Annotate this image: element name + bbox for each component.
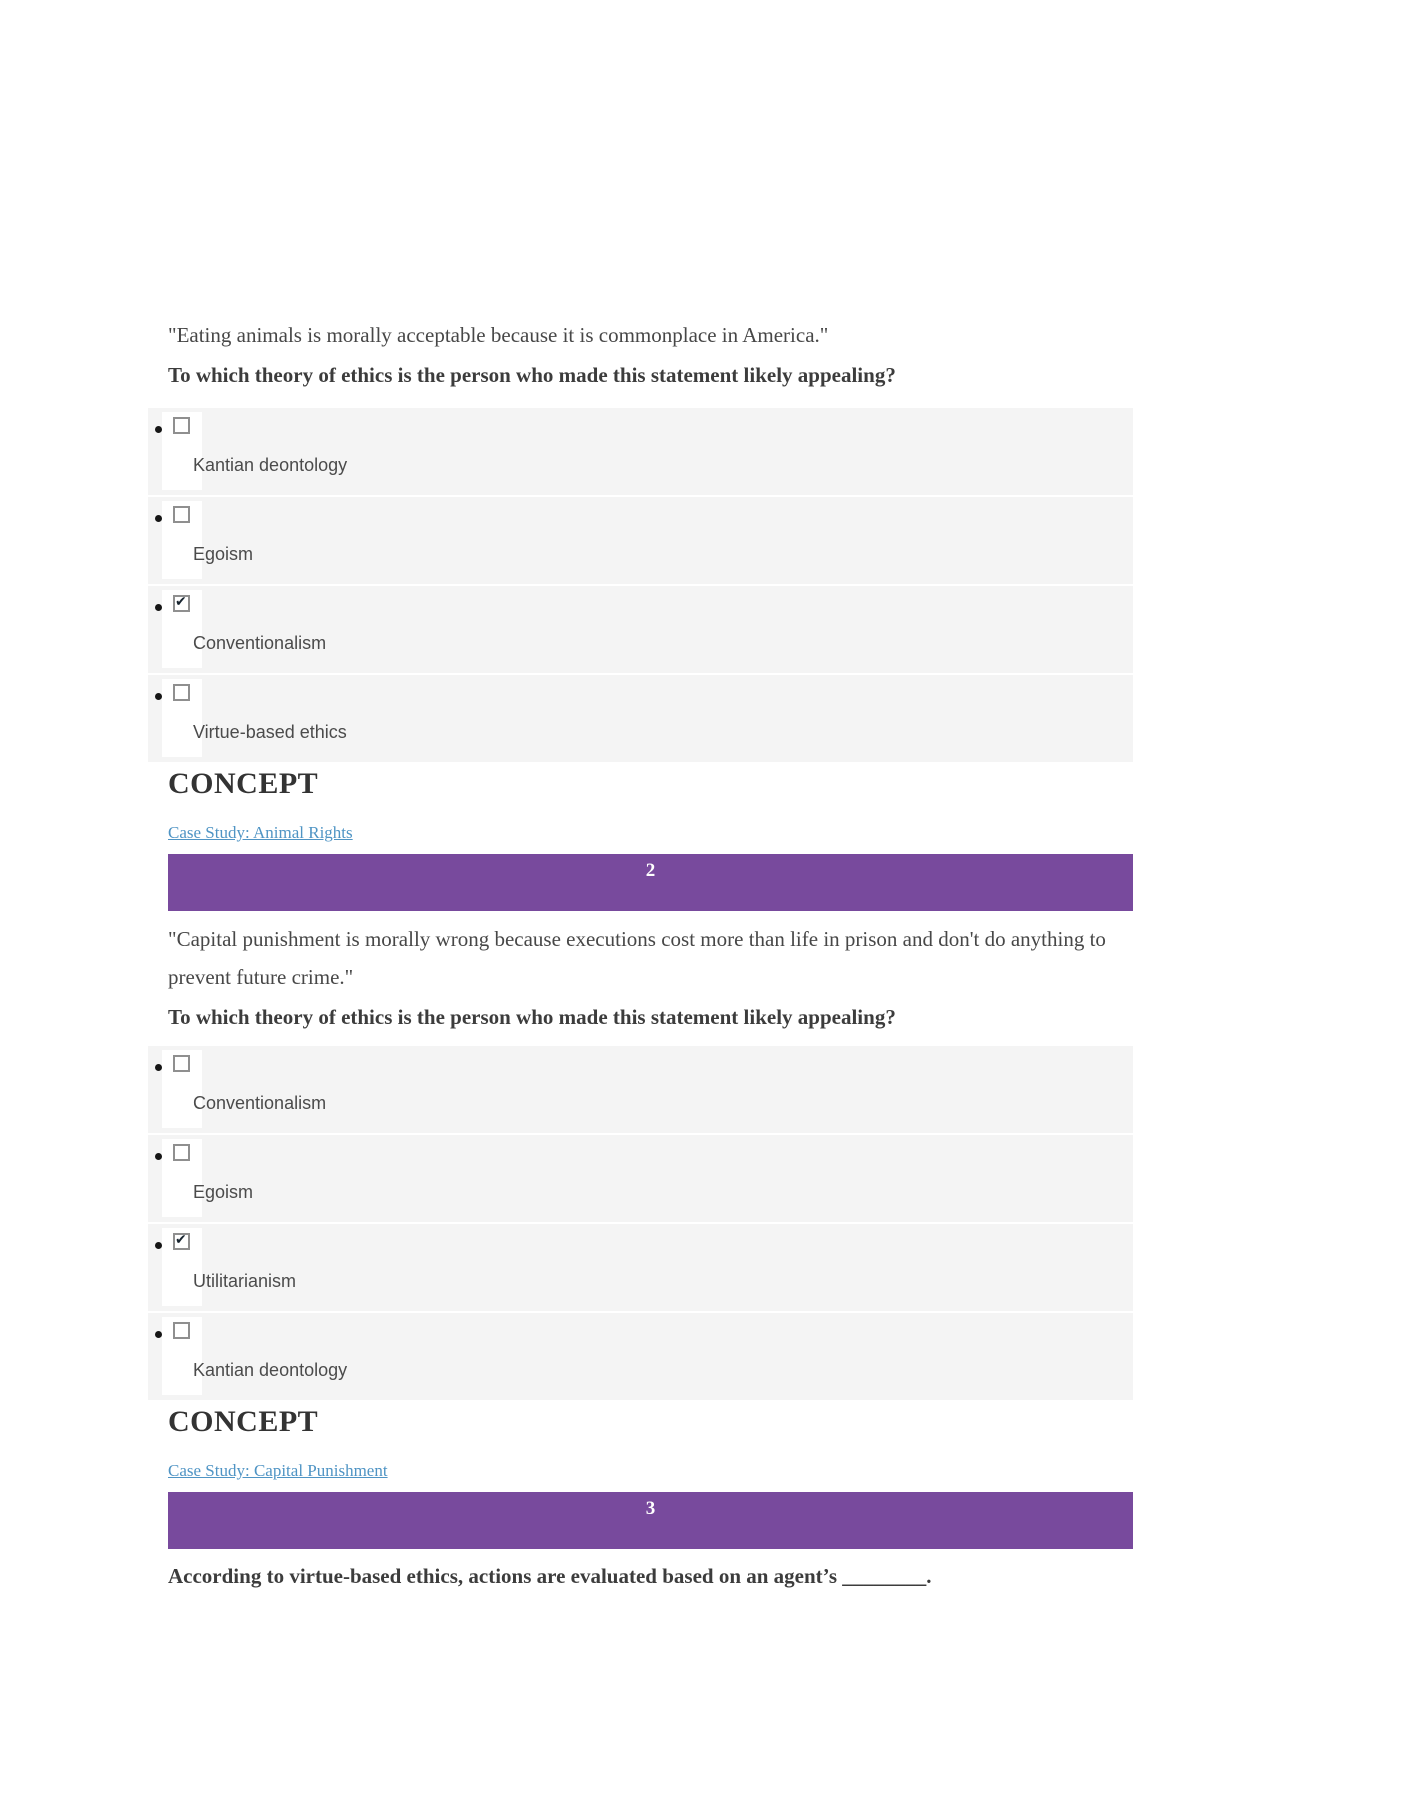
- answer-checkbox[interactable]: [173, 506, 190, 523]
- answer-option[interactable]: [148, 408, 1133, 495]
- list-bullet-icon: [155, 1242, 162, 1249]
- answer-option-label: Egoism: [193, 544, 254, 564]
- question-1-options: [148, 408, 1133, 762]
- answer-checkbox[interactable]: [173, 1322, 190, 1339]
- question-2-quote: "Capital punishment is morally wrong because executions cost more than life in prison and don't do anything to prevent future crime.": [168, 927, 1106, 989]
- answer-option-label: Conventionalism: [193, 1093, 327, 1113]
- question-number: 2: [645, 860, 656, 881]
- answer-option-label: Virtue-based ethics: [193, 722, 347, 742]
- list-bullet-icon: [155, 1153, 162, 1160]
- answer-checkbox[interactable]: [173, 417, 190, 434]
- list-bullet-icon: [155, 693, 162, 700]
- answer-checkbox[interactable]: [173, 684, 190, 701]
- question-number-divider: [168, 1492, 1133, 1549]
- answer-option-label: Conventionalism: [193, 633, 327, 653]
- answer-option-label: Kantian deontology: [193, 455, 348, 475]
- list-bullet-icon: [155, 604, 162, 611]
- answer-checkbox[interactable]: [173, 1233, 190, 1250]
- quiz-page: [168, 0, 1133, 1595]
- list-bullet-icon: [155, 1331, 162, 1338]
- case-study-link[interactable]: Case Study: Animal Rights: [168, 823, 353, 842]
- answer-checkbox[interactable]: [173, 1144, 190, 1161]
- case-study-link[interactable]: Case Study: Capital Punishment: [168, 1461, 388, 1480]
- list-bullet-icon: [155, 515, 162, 522]
- answer-option[interactable]: [148, 1224, 1133, 1311]
- answer-option[interactable]: [148, 1046, 1133, 1133]
- question-2-options: [148, 1046, 1133, 1400]
- answer-option[interactable]: [148, 675, 1133, 762]
- answer-option[interactable]: [148, 586, 1133, 673]
- answer-checkbox[interactable]: [173, 1055, 190, 1072]
- question-number: 3: [645, 1498, 656, 1519]
- answer-option-label: Egoism: [193, 1182, 254, 1202]
- answer-checkbox[interactable]: [173, 595, 190, 612]
- question-3-prompt: According to virtue-based ethics, actions are evaluated based on an agent’s ________.: [168, 1564, 932, 1588]
- list-bullet-icon: [155, 426, 162, 433]
- concept-heading: CONCEPT: [168, 767, 319, 800]
- question-1-quote: "Eating animals is morally acceptable because it is commonplace in America.": [168, 323, 829, 347]
- question-number-divider: [168, 854, 1133, 911]
- concept-heading: CONCEPT: [168, 1405, 319, 1438]
- question-1-prompt: To which theory of ethics is the person who made this statement likely appealing?: [168, 363, 896, 387]
- answer-option[interactable]: [148, 1313, 1133, 1400]
- list-bullet-icon: [155, 1064, 162, 1071]
- answer-option[interactable]: [148, 497, 1133, 584]
- answer-option[interactable]: [148, 1135, 1133, 1222]
- answer-option-label: Utilitarianism: [193, 1271, 297, 1291]
- question-2-prompt: To which theory of ethics is the person who made this statement likely appealing?: [168, 1005, 896, 1029]
- answer-option-label: Kantian deontology: [193, 1360, 348, 1380]
